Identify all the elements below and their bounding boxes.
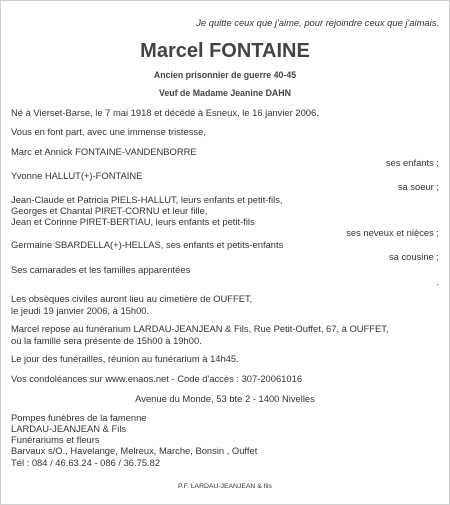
sister-role: sa soeur ;: [397, 181, 439, 192]
friends-role: .: [436, 276, 439, 287]
gathering-line: Le jour des funérailles, réunion au funérarium à 14h45.: [11, 353, 239, 364]
condolences-line: Vos condoléances sur www.enaos.net - Code d'accès : 307-20061016: [11, 373, 303, 384]
undertaker-line-2: LARDAU-JEANJEAN & Fils: [11, 423, 127, 434]
footer-credit: P.F. LARDAU-JEANJEAN & fils: [178, 483, 272, 490]
undertaker-line-3: Funérariums et fleurs: [11, 434, 100, 445]
birth-death-line: Né à Vierset-Barse, le 7 mai 1918 et décédé à Esneux, le 16 janvier 2006.: [11, 107, 319, 118]
nephews-line-2: Georges et Chantal PIRET-CORNU et leur fille,: [11, 205, 208, 216]
cousin-role: sa cousine ;: [388, 251, 439, 262]
funeral-line-1: Les obsèques civiles auront lieu au cimetière de OUFFET,: [11, 293, 253, 304]
funeral-line-2: le jeudi 19 janvier 2006, à 15h00.: [11, 305, 150, 316]
nephews-line-1: Jean-Claude et Patricia PIELS-HALLUT, leurs enfants et petit-fils,: [11, 194, 283, 205]
children-names: Marc et Annick FONTAINE-VANDENBORRE: [11, 146, 197, 157]
epigraph-quote: Je quitte ceux que j'aime, pour rejoindre ceux que j'aimais.: [196, 17, 439, 28]
deceased-name: Marcel FONTAINE: [140, 40, 310, 62]
sister-name: Yvonne HALLUT(+)-FONTAINE: [11, 170, 143, 181]
cousin-name: Germaine SBARDELLA(+)-HELLAS, ses enfants et petits-enfants: [11, 239, 284, 250]
nephews-role: ses neveux et nièces ;: [346, 227, 439, 238]
deceased-subtitle-1: Ancien prisonnier de guerre 40-45: [153, 70, 297, 80]
friends-line: Ses camarades et les familles apparentées: [11, 264, 191, 275]
nephews-line-3: Jean et Corinne PIRET-BERTIAU, leurs enfants et petit-fils: [11, 216, 255, 227]
funerarium-line-1: Marcel repose au funérarium LARDAU-JEANJEAN & Fils, Rue Petit-Ouffet, 67, à OUFFET,: [11, 323, 389, 334]
funerarium-line-2: où la famille sera présente de 15h00 à 19h00.: [11, 335, 202, 346]
undertaker-phone: Tél : 084 / 46.63.24 - 086 / 36.75.82: [11, 457, 161, 468]
announcement-line: Vous en font part, avec une immense tristesse,: [11, 126, 206, 137]
deceased-subtitle-2: Veuf de Madame Jeanine DAHN: [159, 88, 291, 98]
undertaker-line-1: Pompes funèbres de la famenne: [11, 412, 147, 423]
children-role: ses enfants ;: [385, 157, 439, 168]
undertaker-line-4: Barvaux s/O., Havelange, Melreux, Marche, Bonsin , Ouffet: [11, 445, 258, 456]
address-line: Avenue du Monde, 53 bte 2 - 1400 Nivelles: [135, 393, 315, 404]
